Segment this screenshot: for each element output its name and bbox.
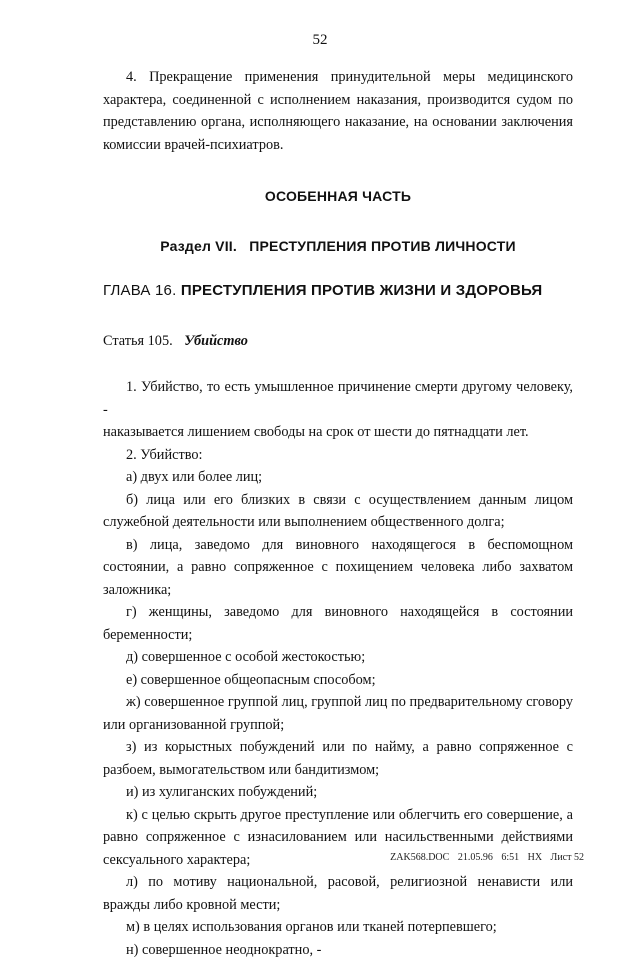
footer-file: ZAK568.DOC bbox=[390, 852, 449, 863]
article-item: з) из корыстных побуждений или по найму, а равно сопряженное с разбоем, вымогательством или бандитизмом; bbox=[103, 736, 573, 781]
article-item: в) лица, заведомо для виновного находящегося в беспомощном состоянии, а равно сопряженное с похищением человека либо захватом заложника; bbox=[103, 534, 573, 602]
footer-author: НХ bbox=[528, 852, 542, 863]
section-title: Раздел VII. ПРЕСТУПЛЕНИЯ ПРОТИВ ЛИЧНОСТИ bbox=[160, 238, 516, 254]
chapter-number: ГЛАВА 16. bbox=[103, 282, 176, 299]
article-item: н) совершенное неоднократно, - bbox=[103, 939, 573, 961]
footer-sheet: Лист 52 bbox=[551, 852, 584, 863]
chapter-title: ПРЕСТУПЛЕНИЯ ПРОТИВ ЖИЗНИ И ЗДОРОВЬЯ bbox=[181, 282, 543, 299]
article-item: б) лица или его близких в связи с осуществлением данным лицом служебной деятельности или выполнением общественного долга; bbox=[103, 489, 573, 534]
article-item: 1. Убийство, то есть умышленное причинение смерти другому человеку, - bbox=[103, 376, 573, 421]
page-content bbox=[103, 66, 573, 961]
article-item: а) двух или более лиц; bbox=[103, 466, 573, 489]
article-item: к) с целью скрыть другое преступление или облегчить его совершение, а равно сопряженное с изнасилованием или насильственными действиями сексуального характера; bbox=[103, 804, 573, 872]
special-part-heading: ОСОБЕННАЯ ЧАСТЬ bbox=[103, 185, 573, 208]
article-item: и) из хулиганских побуждений; bbox=[103, 781, 573, 804]
article-item: 2. Убийство: bbox=[103, 444, 573, 467]
article-item: е) совершенное общеопасным способом; bbox=[103, 669, 573, 692]
chapter-heading bbox=[103, 280, 573, 303]
article-item: м) в целях использования органов или тканей потерпевшего; bbox=[103, 916, 573, 939]
article-item: г) женщины, заведомо для виновного находящейся в состоянии беременности; bbox=[103, 601, 573, 646]
section-heading bbox=[103, 235, 573, 258]
article-number: Статья 105. bbox=[103, 333, 173, 349]
article-heading bbox=[103, 330, 573, 353]
page-number: 52 bbox=[0, 32, 640, 49]
page-footer bbox=[390, 852, 584, 863]
article-item: наказывается лишением свободы на срок от шести до пятнадцати лет. bbox=[103, 421, 573, 444]
footer-time: 6:51 bbox=[501, 852, 519, 863]
article-item: л) по мотиву национальной, расовой, религиозной ненависти или вражды либо кровной мести; bbox=[103, 871, 573, 916]
article-item: ж) совершенное группой лиц, группой лиц по предварительному сговору или организованной группой; bbox=[103, 691, 573, 736]
intro-paragraph: 4. Прекращение применения принудительной меры медицинского характера, соединенной с исполнением наказания, производится судом по представлению органа, исполняющего наказание, на основании заключения комиссии врачей-психиатров. bbox=[103, 66, 573, 156]
footer-date: 21.05.96 bbox=[458, 852, 493, 863]
article-item: д) совершенное с особой жестокостью; bbox=[103, 646, 573, 669]
article-title: Убийство bbox=[184, 333, 248, 349]
